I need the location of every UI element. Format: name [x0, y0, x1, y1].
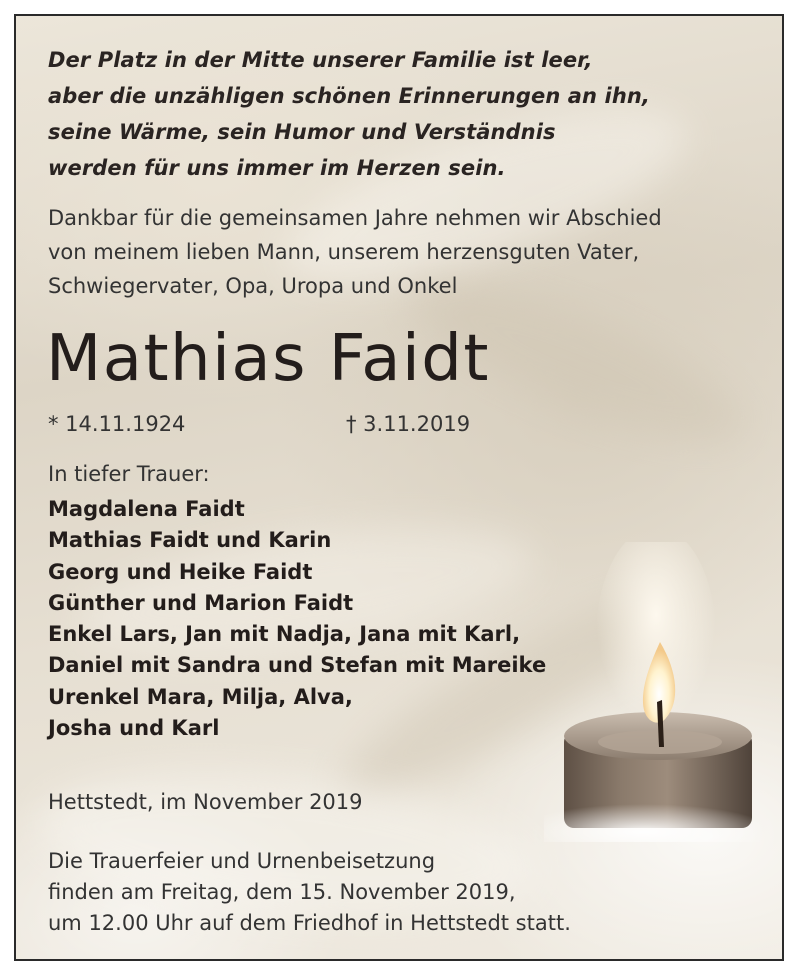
birth-date: * 14.11.1924 [48, 412, 186, 436]
death-date: † 3.11.2019 [346, 412, 471, 436]
intro-line: Dankbar für die gemeinsamen Jahre nehmen wir Abschied [48, 206, 662, 230]
mourner-line: Georg und Heike Faidt [48, 559, 313, 584]
mourners-list [48, 494, 546, 744]
funeral-line: finden am Freitag, dem 15. November 2019, [48, 880, 516, 904]
mourning-label: In tiefer Trauer: [48, 462, 210, 486]
intro-line: von meinem lieben Mann, unserem herzensguten Vater, [48, 240, 640, 264]
funeral-info [48, 846, 571, 939]
motto-line: Der Platz in der Mitte unserer Familie ist leer, [48, 48, 593, 72]
motto-line: seine Wärme, sein Humor und Verständnis [48, 120, 556, 144]
obituary-notice [14, 14, 784, 961]
funeral-line: um 12.00 Uhr auf dem Friedhof in Hettstedt statt. [48, 911, 571, 935]
mourner-line: Magdalena Faidt [48, 497, 245, 521]
mourner-line: Enkel Lars, Jan mit Nadja, Jana mit Karl, [48, 622, 521, 647]
mourner-line: Urenkel Mara, Milja, Alva, [48, 684, 353, 709]
place-date: Hettstedt, im November 2019 [48, 790, 363, 814]
mourner-line: Mathias Faidt und Karin [48, 528, 332, 553]
mourner-line: Daniel mit Sandra und Stefan mit Mareike [48, 653, 547, 678]
motto-verse [48, 42, 650, 186]
mourner-line: Josha und Karl [48, 716, 220, 741]
deceased-name: Mathias Faidt [46, 322, 490, 396]
funeral-line: Die Trauerfeier und Urnenbeisetzung [48, 849, 436, 873]
motto-line: aber die unzähligen schönen Erinnerungen an ihn, [48, 84, 650, 108]
intro-text [48, 201, 662, 303]
motto-line: werden für uns immer im Herzen sein. [48, 156, 506, 180]
mourner-line: Günther und Marion Faidt [48, 590, 354, 615]
intro-line: Schwiegervater, Opa, Uropa und Onkel [48, 274, 458, 298]
